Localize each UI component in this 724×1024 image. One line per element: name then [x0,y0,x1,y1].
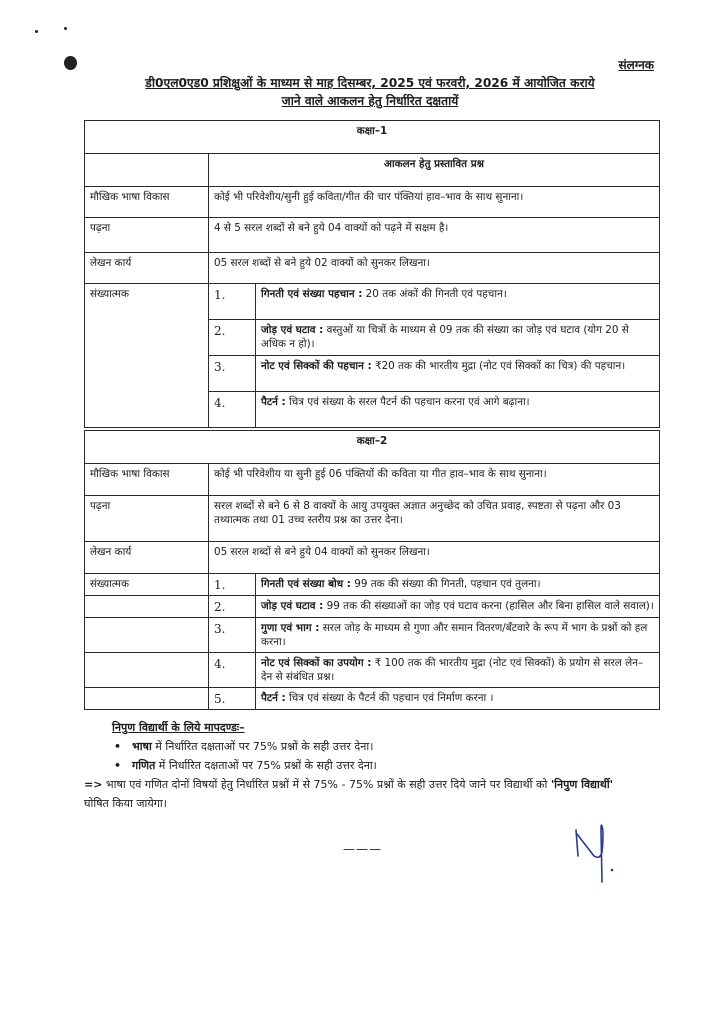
class-1-table [84,120,660,428]
numeracy-item [256,596,660,618]
item-text: ₹20 तक की भारतीय मुद्रा (नोट एवं सिक्कों का चित्र) की पहचान। [371,360,626,372]
item-number: 2. [209,596,256,618]
conclusion-highlight: 'निपुण विद्यार्थी' [550,778,614,791]
item-text: चित्र एवं संख्या के सरल पैटर्न की पहचान करना एवं आगे बढ़ाना। [285,396,530,408]
numeracy-row [85,618,660,653]
item-title: जोड़ एवं घटाव : [261,600,324,612]
blank-label-cell [85,596,209,618]
signature-icon [572,822,632,892]
table-row [85,542,660,574]
item-text: 99 तक की संख्या की गिनती, पहचान एवं तुलना। [350,578,541,590]
table-row [85,496,660,542]
numeracy-row [85,574,660,596]
scan-speck [64,27,67,30]
row-text: 05 सरल शब्दों से बने हुये 02 वाक्यों को सुनकर लिखना। [209,253,660,284]
item-number: 4. [209,392,256,428]
conclusion-text-2: घोषित किया जायेगा। [84,797,167,810]
numeracy-item [256,574,660,596]
item-text: वस्तुओं या चित्रों के माध्यम से 09 तक की संख्या का जोड़ एवं घटाव (योग 20 से अधिक न हो)। [261,324,629,350]
blank-header-cell [85,154,209,187]
bullet-subject: भाषा [132,740,152,753]
table-row [85,253,660,284]
proposed-questions-heading: आकलन हेतु प्रस्तावित प्रश्न [209,154,660,187]
row-label: लेखन कार्य [85,253,209,284]
item-text: 99 तक की संख्याओं का जोड़ एवं घटाव करना (हासिल और बिना हासिल वाले सवाल)। [323,600,654,612]
item-number: 1. [209,574,256,596]
numeracy-item [256,688,660,710]
bullet-text: में निर्धारित दक्षताओं पर 75% प्रश्नों के सही उत्तर देना। [155,759,377,772]
nipun-criteria [84,718,672,813]
table-row [85,187,660,218]
row-text: कोई भी परिवेशीय या सुनी हुई 06 पंक्तियों की कविता या गीत हाव–भाव के साथ सुनाना। [209,464,660,496]
numeracy-item [256,320,660,356]
criteria-conclusion [84,775,624,813]
conclusion-text-1: भाषा एवं गणित दोनों विषयों हेतु निर्धारित प्रश्नों में से 75% - 75% प्रश्नों के सही उत्तर दिये जाने पर विद्यार्थी को [102,778,551,791]
numeracy-item [256,284,660,320]
row-text: 4 से 5 सरल शब्दों से बने हुये 04 वाक्यों को पढ़ने में सक्षम है। [209,218,660,253]
numeracy-item [256,653,660,688]
numeracy-row [85,284,660,320]
row-label: मौखिक भाषा विकास [85,187,209,218]
scan-speck [35,30,38,33]
row-text: 05 सरल शब्दों से बने हुये 04 वाक्यों को सुनकर लिखना। [209,542,660,574]
row-label: लेखन कार्य [85,542,209,574]
numeracy-item [256,392,660,428]
bullet-icon: • [114,759,122,772]
numeracy-label: संख्यात्मक [85,574,209,596]
title-line-2: जाने वाले आकलन हेतु निर्धारित दक्षतायें [281,94,459,108]
class-2-table [84,430,660,710]
document-title [80,74,660,110]
blank-label-cell [85,688,209,710]
arrow-icon: => [84,778,103,791]
blank-label-cell [85,618,209,653]
row-label: मौखिक भाषा विकास [85,464,209,496]
item-title: गिनती एवं संख्या बोध : [261,578,351,590]
bullet-subject: गणित [132,759,156,772]
row-text: कोई भी परिवेशीय/सुनी हुई कविता/गीत की चार पंक्तियां हाव–भाव के साथ सुनाना। [209,187,660,218]
item-title: गुणा एवं भाग : [261,622,320,634]
item-title: नोट एवं सिक्कों की पहचान : [261,360,372,372]
bullet-text: में निर्धारित दक्षताओं पर 75% प्रश्नों के सही उत्तर देना। [151,740,374,753]
table-row [85,464,660,496]
item-title: नोट एवं सिक्कों का उपयोग : [261,657,372,669]
item-title: जोड़ एवं घटाव : [261,324,324,336]
item-title: पैटर्न : [261,692,286,704]
punch-hole-mark [64,56,77,70]
item-number: 5. [209,688,256,710]
class-2-heading: कक्षा–2 [85,431,660,464]
item-text: 20 तक अंकों की गिनती एवं पहचान। [362,288,507,300]
item-number: 3. [209,356,256,392]
criteria-bullet [112,737,672,756]
row-text: सरल शब्दों से बने 6 से 8 वाक्यों के आयु उपयुक्त अज्ञात अनुच्छेद को उचित प्रवाह, स्पष्टता से पढ़ना और 03 तथ्यात्मक तथा 01 उच्च स्तरीय प्रश्न का उत्तर देना। [209,496,660,542]
numeracy-label: संख्यात्मक [85,284,209,428]
item-number: 2. [209,320,256,356]
table-row [85,218,660,253]
row-label: पढ़ना [85,496,209,542]
numeracy-item [256,356,660,392]
item-text: सरल जोड़ के माध्यम से गुणा और समान वितरण/बँटवारे के रूप में भाग के प्रश्नों को हल करना। [261,622,648,648]
item-title: पैटर्न : [261,396,286,408]
numeracy-row [85,596,660,618]
annex-label: संलग्नक [618,58,654,72]
blank-label-cell [85,653,209,688]
item-number: 1. [209,284,256,320]
class-1-heading: कक्षा–1 [85,121,660,154]
item-number: 3. [209,618,256,653]
numeracy-row [85,653,660,688]
numeracy-item [256,618,660,653]
end-of-document-mark: ——— [343,842,382,856]
criteria-bullet [112,756,672,775]
criteria-heading: निपुण विद्यार्थी के लिये मापदण्डः– [112,721,245,734]
title-line-1: डी0एल0एड0 प्रशिक्षुओं के माध्यम से माह दिसम्बर, 2025 एवं फरवरी, 2026 में आयोजित कराये [145,76,595,90]
bullet-icon: • [114,740,122,753]
item-text: चित्र एवं संख्या के पैटर्न की पहचान एवं निर्माण करना । [285,692,494,704]
item-text: ₹ 100 तक की भारतीय मुद्रा (नोट एवं सिक्कों) के प्रयोग से सरल लेन–देन से संबंधित प्रश्न। [261,657,644,683]
item-title: गिनती एवं संख्या पहचान : [261,288,363,300]
row-label: पढ़ना [85,218,209,253]
item-number: 4. [209,653,256,688]
numeracy-row [85,688,660,710]
